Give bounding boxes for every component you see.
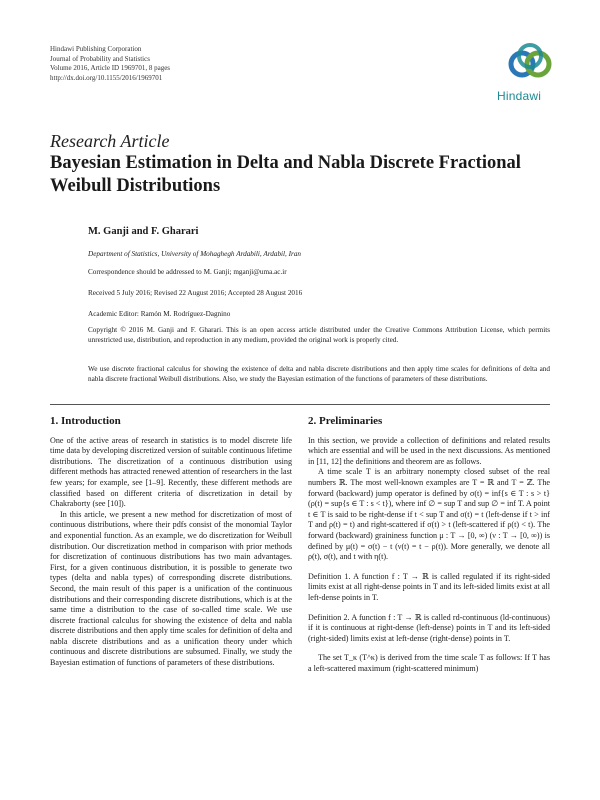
right-column (308, 416, 550, 674)
volume-info: Volume 2016, Article ID 1969701, 8 pages (50, 64, 171, 73)
paragraph: The set T_κ (T^κ) is derived from the time scale T as follows: If T has a left-scattered maximum (right-scattered minimum) (308, 653, 550, 673)
section-heading: 2. Preliminaries (308, 415, 383, 427)
dates: Received 5 July 2016; Revised 22 August 2016; Accepted 28 August 2016 (88, 289, 303, 297)
abstract: We use discrete fractional calculus for showing the existence of delta and nabla discrete distributions and then apply time scales for definitions of delta and nabla discrete fractional Weibull distributions. Also, we study the Bayesian estimation of the functions of parameters of these distributions. (88, 365, 550, 384)
correspondence: Correspondence should be addressed to M. Ganji; mganji@uma.ac.ir (88, 268, 287, 276)
left-column (50, 416, 292, 669)
paragraph: In this article, we present a new method for discretization of most of continuous distributions, where their pdfs consist of the monomial Taylor and exponential function. As an example, we do discretization for Weibull distribution. Our discretization method in comparison with prior methods for discretization of continuous distributions has two main advantages. First, for a given continuous distribution, it is possible to generate two types (delta and nabla types) of corresponding discrete distributions. Second, the main result of this paper is a unification of the continuous distributions and their corresponding discrete distributions, which is at the same time a distribution to the case of so-called time scale. We use discrete fractional calculus for showing the existence of delta and nabla discrete distributions and then apply time scales for definition of delta and nabla discrete distributions and as a unification theory under which continuous and discrete distributions are subsumed. Finally, we study the Bayesian estimation of functions of parameters of these distributions. (50, 509, 292, 668)
affiliation: Department of Statistics, University of Mohaghegh Ardabili, Ardabil, Iran (88, 250, 302, 258)
publisher-name: Hindawi Publishing Corporation (50, 45, 142, 53)
paper-title: Bayesian Estimation in Delta and Nabla Discrete Fractional Weibull Distributions (50, 153, 521, 196)
divider (50, 404, 550, 405)
definition: Definition 1. A function f : T → ℝ is called regulated if its right-sided limits exist at all right-dense points in T and its left-sided limits exist at all left-dense points in T. (308, 571, 550, 602)
hindawi-logo-text: Hindawi (497, 89, 542, 103)
journal-header (50, 45, 170, 83)
academic-editor: Academic Editor: Ramón M. Rodríguez-Dagnino (88, 310, 231, 318)
paragraph: In this section, we provide a collection of definitions and related results which are essential and will be used in the next discussions. As mentioned in [11, 12] the definitions and theorem are as follows. (308, 435, 550, 466)
paragraph: A time scale T is an arbitrary nonempty closed subset of the real numbers ℝ. The most well-known examples are T = ℝ and T = ℤ. The forward (backward) jump operator is defined by σ(t) = inf{s ∈ T : s > t} (ρ(t) = sup{s ∈ T : s < t}), where inf ∅ = sup T and sup ∅ = inf T. A point t ∈ T is said to be right-dense if t < sup T and σ(t) = t (left-dense if t > inf T and ρ(t) = t) and right-scattered if σ(t) > t (left-scattered if ρ(t) < t). The forward (backward) graininess function μ : T → [0, ∞) (ν : T → [0, ∞)) is defined by μ(t) = σ(t) − t (ν(t) = t − ρ(t)). More generally, we denote all ρ(t), σ(t), and t with η(t). (308, 467, 550, 562)
doi-link[interactable]: http://dx.doi.org/10.1155/2016/1969701 (50, 73, 163, 82)
definition: Definition 2. A function f : T → ℝ is called rd-continuous (ld-continuous) if it is continuous at right-dense (left-dense) points in T and its left-sided (right-sided) limits exist at left-dense (right-dense) points in T. (308, 612, 550, 643)
article-type: Research Article (50, 131, 170, 151)
copyright-notice: Copyright © 2016 M. Ganji and F. Gharari. This is an open access article distributed under the Creative Commons Attribution License, which permits unrestricted use, distribution, and reproduction in any medium, provided the original work is properly cited. (88, 326, 550, 345)
journal-name: Journal of Probability and Statistics (50, 54, 150, 63)
section-heading: 1. Introduction (50, 415, 121, 427)
authors: M. Ganji and F. Gharari (88, 226, 199, 237)
paragraph: One of the active areas of research in statistics is to model discrete life time data by developing discretized version of suitable continuous lifetime distributions. The discretization of a continuous distribution using different methods has attracted renewed attention of researchers in the last few years; for example, see [1–9]. Recently, these different methods are classified based on different criteria of discretization in detail by Chakraborty (see [10]). (50, 435, 292, 509)
